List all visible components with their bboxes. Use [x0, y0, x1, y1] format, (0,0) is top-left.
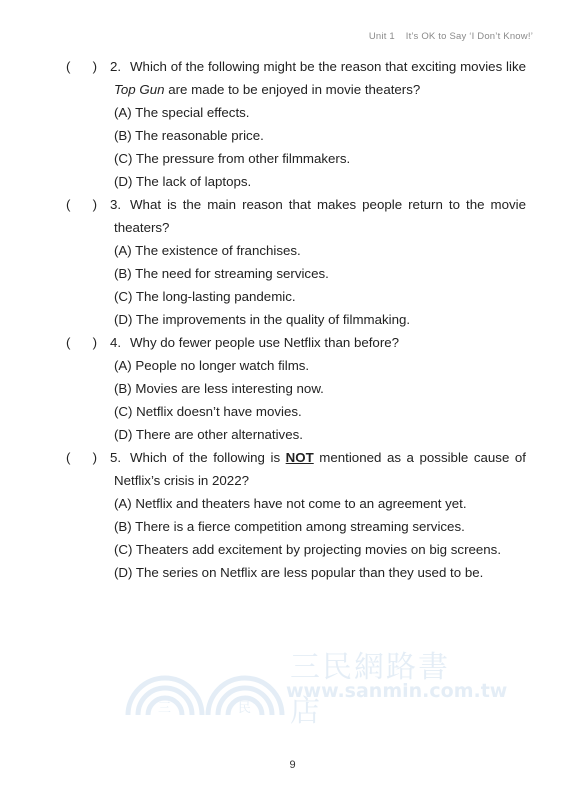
option-c: (C) Theaters add excitement by projecting movies on big screens.	[114, 542, 502, 557]
movie-title: Top Gun	[114, 82, 165, 97]
option-a: (A) The special effects.	[114, 105, 250, 120]
question-stem-continued: theaters?	[114, 220, 170, 235]
question-4	[66, 331, 526, 446]
page-number: 9	[289, 759, 296, 771]
watermark-url: www.sanmin.com.tw	[286, 680, 508, 702]
answer-blank: ( )	[66, 450, 98, 465]
answer-blank: ( )	[66, 197, 98, 212]
option-a: (A) People no longer watch films.	[114, 358, 310, 373]
sanmin-logo-icon	[120, 640, 290, 720]
question-number: 4.	[110, 335, 122, 350]
question-3	[66, 193, 526, 331]
question-number: 5.	[110, 450, 122, 465]
header-unit: Unit 1	[368, 31, 395, 42]
question-stem: Which of the following is NOT mentioned as a possible cause of	[130, 450, 526, 465]
running-header	[369, 31, 533, 42]
sanmin-watermark	[120, 640, 508, 729]
option-d: (D) The series on Netflix are less popular than they used to be.	[114, 565, 484, 580]
question-number: 3.	[110, 197, 122, 212]
option-b: (B) Movies are less interesting now.	[114, 381, 324, 396]
answer-blank: ( )	[66, 59, 98, 74]
answer-blank: ( )	[66, 335, 98, 350]
question-list	[66, 55, 526, 584]
logo-char-min: 民	[238, 701, 252, 716]
option-b: (B) The need for streaming services.	[114, 266, 329, 281]
emphasis-not: NOT	[285, 450, 314, 465]
question-stem-continued: Netflix’s crisis in 2022?	[114, 473, 249, 488]
question-stem: Which of the following might be the reason that exciting movies like	[130, 59, 526, 74]
question-2	[66, 55, 526, 193]
question-stem-continued: Top Gun are made to be enjoyed in movie theaters?	[114, 82, 421, 97]
header-title: It’s OK to Say ‘I Don’t Know!’	[405, 31, 533, 42]
question-stem: What is the main reason that makes people return to the movie	[130, 197, 526, 212]
option-b: (B) The reasonable price.	[114, 128, 264, 143]
option-c: (C) Netflix doesn’t have movies.	[114, 404, 302, 419]
option-d: (D) The lack of laptops.	[114, 174, 252, 189]
option-a: (A) The existence of franchises.	[114, 243, 301, 258]
question-5	[66, 446, 526, 584]
option-c: (C) The long-lasting pandemic.	[114, 289, 296, 304]
question-stem: Why do fewer people use Netflix than before?	[130, 335, 400, 350]
option-b: (B) There is a fierce competition among streaming services.	[114, 519, 465, 534]
option-d: (D) There are other alternatives.	[114, 427, 303, 442]
option-d: (D) The improvements in the quality of filmmaking.	[114, 312, 411, 327]
watermark-chinese: 三民網路書店	[290, 650, 450, 729]
logo-char-san: 三	[158, 701, 172, 716]
option-c: (C) The pressure from other filmmakers.	[114, 151, 351, 166]
question-number: 2.	[110, 59, 122, 74]
option-a: (A) Netflix and theaters have not come to an agreement yet.	[114, 496, 467, 511]
